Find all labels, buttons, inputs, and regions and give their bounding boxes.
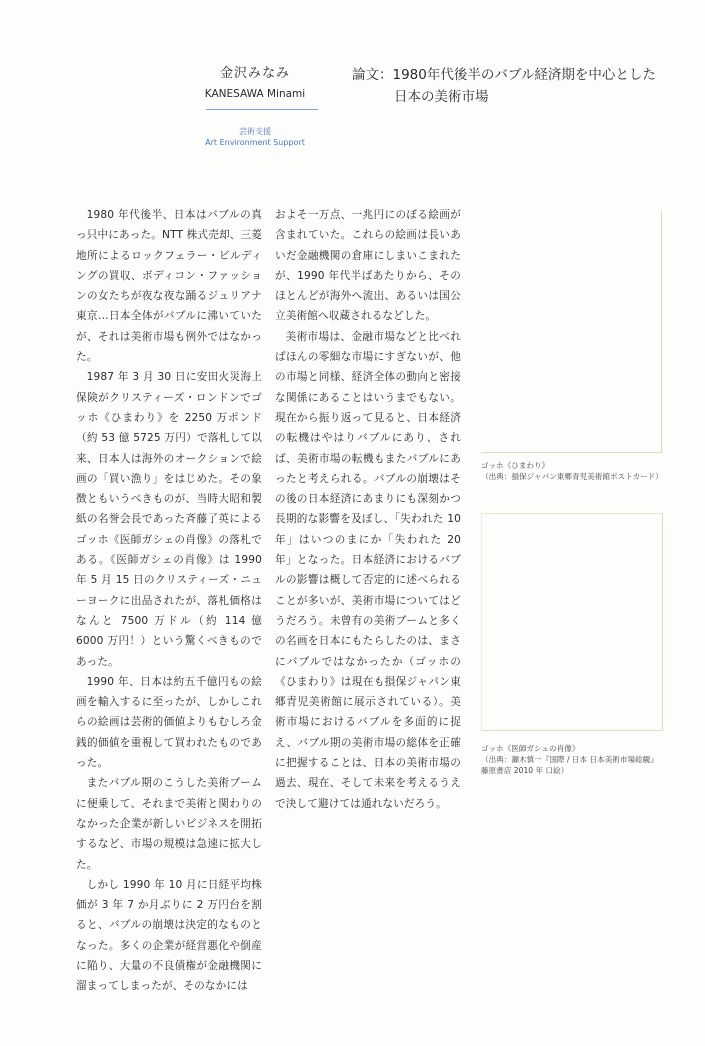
paper-title-line1: 論文：1980年代後半のバブル経済期を中心とした	[352, 67, 656, 83]
caption-title: ゴッホ《医師ガシェの肖像》	[481, 744, 580, 753]
department-en: Art Environment Support	[205, 138, 305, 147]
figure-gachet-caption	[481, 743, 658, 776]
figure-sunflowers-image	[481, 210, 662, 453]
caption-source-cont: 藤原書店 2010 年 口絵）	[481, 766, 569, 775]
paragraph: 1990 年、日本は約五千億円もの絵画を輸入するに至ったが、しかしこれらの絵画は芸術的価値よりもむしろ金銭的価値を重視して買われたものであった。	[76, 675, 262, 770]
author-name-jp: 金沢みなみ	[219, 66, 290, 81]
figure-sunflowers-caption	[481, 460, 663, 482]
author-divider	[206, 109, 318, 110]
paragraph: 1987 年 3 月 30 日に安田火災海上保険がクリスティーズ・ロンドンでゴッホ《ひまわり》を 2250 万ポンド（約 53 億 5725 万円）で落札して以来、日本人は海外のオークションで絵画の「買い漁り」をはじめた。その象徴ともいうべきものが、当時大昭和製紙の名誉会長であった斉藤了英によるゴッホ《医師ガシェの肖像》の落札である。《医師ガシェの肖像》は 1990 年 5 月 15 日のクリスティーズ・ニューヨークに出品されたが、落札価格はなんと 7500 万ドル（約 114 億 6000 万円！）という驚くべきものであった。	[76, 371, 262, 668]
paragraph: またバブル期のこうした美術ブームに便乗して、それまで美術と関わりのなかった企業が新しいビジネスを開拓するなど、市場の規模は急速に拡大した。	[76, 777, 262, 871]
author-name-en: KANESAWA Minami	[204, 88, 306, 100]
left-column	[76, 205, 262, 997]
paper-title	[352, 64, 656, 108]
paragraph: 美術市場は、金融市場などと比べればほんの零細な市場にすぎないが、他の市場と同様、経済全体の動向と密接な関係にあることはいうまでもない。現在から振り返って見ると、日本経済の転機はやはりバブルにあり、されば、美術市場の転機もまたバブルにあったと考えられる。バブルの崩壊はその後の日本経済にあまりにも深刻かつ長期的な影響を及ぼし、「失われた 10 年」はいつのまにか「失われた 20 年」となった。日本経済におけるバブルの影響は概して否定的に述べられることが多いが、美術市場についてはどうだろう。未曾有の美術ブームと多くの名画を日本にもたらしたのは、まさにバブルではなかったか（ゴッホの《ひまわり》は現在も損保ジャパン東郷青児美術館に展示されている）。美術市場におけるバブルを多面的に捉え、バブル期の美術市場の総体を正確に把握することは、日本の美術市場の過去、現在、そして未来を考えるうえで決して避けては通れないだろう。	[275, 330, 461, 810]
paragraph: しかし 1990 年 10 月に日経平均株価が 3 年 7 か月ぶりに 2 万円台を割ると、バブルの崩壊は決定的なものとなった。多くの企業が経営悪化や倒産に陥り、大量の不良債権が金融機関に溜まってしまったが、そのなかには	[76, 878, 262, 993]
paragraph: 1980 年代後半、日本はバブルの真っ只中にあった。NTT 株式売却、三菱地所によるロックフェラー・ビルディングの買収、ボディコン・ファッションの女たちが夜な夜な踊るジュリアナ東京…日本全体がバブルに沸いていたが、それは美術市場も例外ではなかった。	[76, 209, 262, 364]
caption-title: ゴッホ《ひまわり》	[481, 461, 550, 470]
caption-source: （出典：瀬木慎一『国際 / 日本 日本美術市場総観』	[481, 755, 658, 764]
figure-gachet-image	[481, 513, 663, 731]
paper-title-line2: 日本の美術市場	[394, 89, 489, 105]
paragraph-continuation: およそ一万点、一兆円にのぼる絵画が含まれていた。これらの絵画は長いあいだ金融機関の倉庫にしまいこまれたが、1990 年代半ばあたりから、そのほとんどが海外へ流出、あるいは国公立美術館へ収蔵されるなどした。	[275, 209, 461, 323]
department-jp: 芸術支援	[239, 127, 271, 136]
caption-source: （出典：損保ジャパン東郷青児美術館ポストカード）	[481, 472, 663, 481]
middle-column	[275, 205, 461, 814]
